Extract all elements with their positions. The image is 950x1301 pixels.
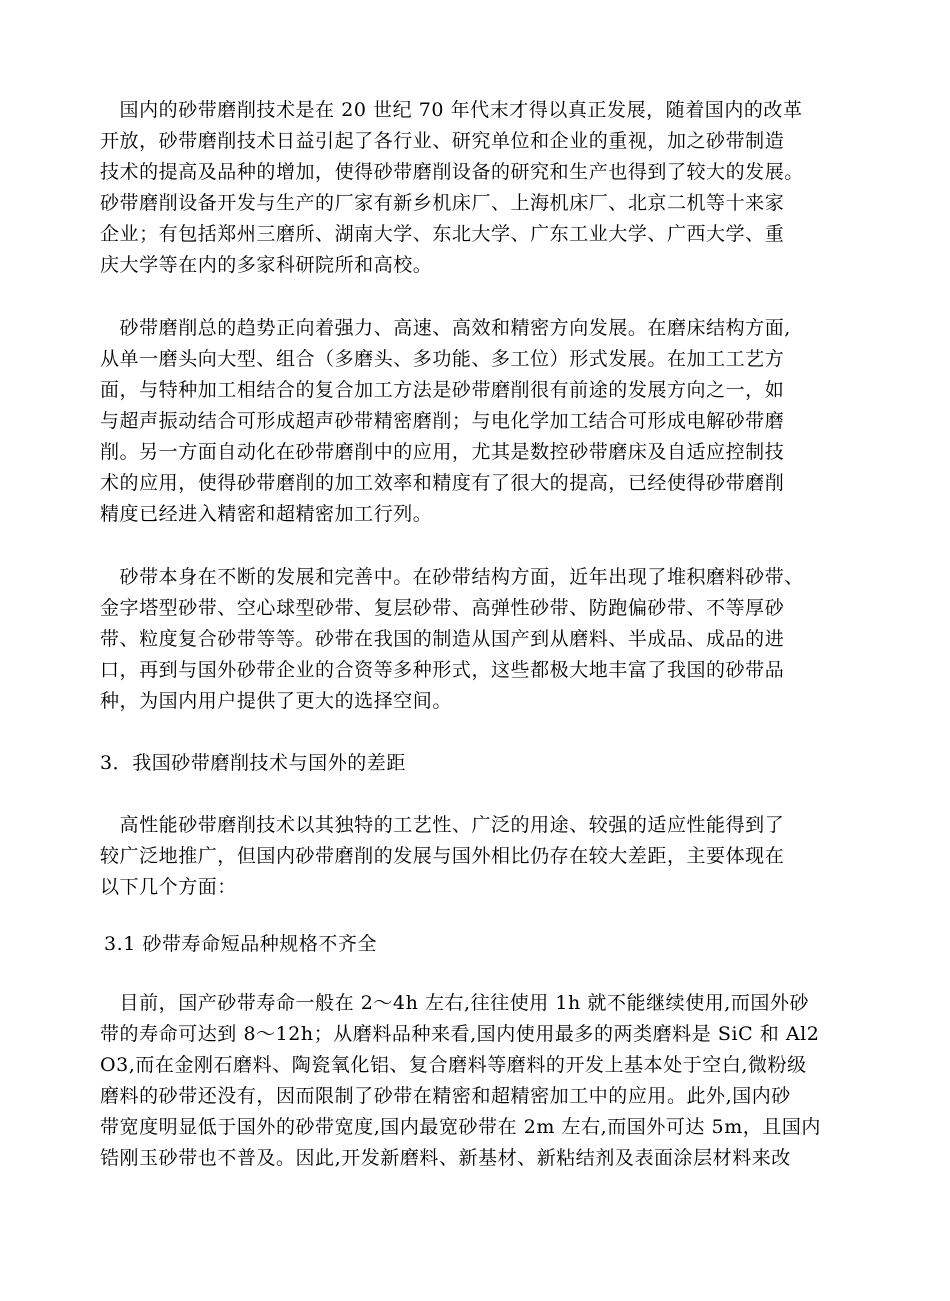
paragraph-belt-development [100, 562, 845, 717]
paragraph-line: 庆大学等在内的多家科研院所和高校。 [100, 254, 433, 276]
paragraph-line: 砂带本身在不断的发展和完善中。在砂带结构方面，近年出现了堆积磨料砂带、 [100, 566, 804, 588]
paragraph-line: 技术的提高及品种的增加，使得砂带磨削设备的研究和生产也得到了较大的发展。 [100, 161, 804, 183]
paragraph-line: 以下几个方面： [100, 876, 237, 898]
paragraph-gap-intro [100, 810, 845, 903]
paragraph-line: 面，与特种加工相结合的复合加工方法是砂带磨削很有前途的发展方向之一，如 [100, 379, 785, 401]
paragraph-domestic-development [100, 95, 845, 281]
paragraph-line: 较广泛地推广，但国内砂带磨削的发展与国外相比仍存在较大差距，主要体现在 [100, 845, 785, 867]
section-heading-3-1: 3.1 砂带寿命短品种规格不齐全 [104, 933, 378, 955]
paragraph-line: 砂带磨削总的趋势正向着强力、高速、高效和精密方向发展。在磨床结构方面, [100, 317, 791, 339]
paragraph-line: 带、粒度复合砂带等等。砂带在我国的制造从国产到从磨料、半成品、成品的进 [100, 628, 785, 650]
paragraph-grinding-trends [100, 313, 845, 530]
section-heading-3: 3．我国砂带磨削技术与国外的差距 [100, 752, 406, 774]
paragraph-line: 带的寿命可达到 8～12h；从磨料品种来看,国内使用最多的两类磨料是 SiC 和 Al2 [100, 1023, 820, 1045]
paragraph-line: 开放，砂带磨削技术日益引起了各行业、研究单位和企业的重视，加之砂带制造 [100, 130, 785, 152]
paragraph-line: 精度已经进入精密和超精密加工行列。 [100, 503, 433, 525]
paragraph-line: 锆刚玉砂带也不普及。因此,开发新磨料、新基材、新粘结剂及表面涂层材料来改 [100, 1147, 791, 1169]
paragraph-line: 种，为国内用户提供了更大的选择空间。 [100, 690, 452, 712]
paragraph-line: 口，再到与国外砂带企业的合资等多种形式，这些都极大地丰富了我国的砂带品 [100, 659, 785, 681]
paragraph-line: 国内的砂带磨削技术是在 20 世纪 70 年代末才得以真正发展，随着国内的改革 [100, 99, 803, 121]
paragraph-line: 目前，国产砂带寿命一般在 2～4h 左右,往往使用 1h 就不能继续使用,而国外砂 [100, 992, 810, 1014]
paragraph-line: 砂带磨削设备开发与生产的厂家有新乡机床厂、上海机床厂、北京二机等十来家 [100, 192, 785, 214]
paragraph-belt-lifespan [100, 988, 845, 1174]
paragraph-line: 磨料的砂带还没有，因而限制了砂带在精密和超精密加工中的应用。此外,国内砂 [100, 1085, 791, 1107]
paragraph-line: 企业；有包括郑州三磨所、湖南大学、东北大学、广东工业大学、广西大学、重 [100, 223, 785, 245]
paragraph-line: O3,而在金刚石磨料、陶瓷氧化铝、复合磨料等磨料的开发上基本处于空白,微粉级 [100, 1054, 807, 1076]
paragraph-line: 术的应用，使得砂带磨削的加工效率和精度有了很大的提高，已经使得砂带磨削 [100, 472, 785, 494]
paragraph-line: 金字塔型砂带、空心球型砂带、复层砂带、高弹性砂带、防跑偏砂带、不等厚砂 [100, 597, 785, 619]
paragraph-line: 带宽度明显低于国外的砂带宽度,国内最宽砂带在 2m 左右,而国外可达 5m，且国内 [100, 1116, 821, 1138]
paragraph-line: 从单一磨头向大型、组合（多磨头、多功能、多工位）形式发展。在加工工艺方 [100, 348, 785, 370]
paragraph-line: 高性能砂带磨削技术以其独特的工艺性、广泛的用途、较强的适应性能得到了 [100, 814, 785, 836]
paragraph-line: 削。另一方面自动化在砂带磨削中的应用，尤其是数控砂带磨床及自适应控制技 [100, 441, 785, 463]
paragraph-line: 与超声振动结合可形成超声砂带精密磨削；与电化学加工结合可形成电解砂带磨 [100, 410, 785, 432]
